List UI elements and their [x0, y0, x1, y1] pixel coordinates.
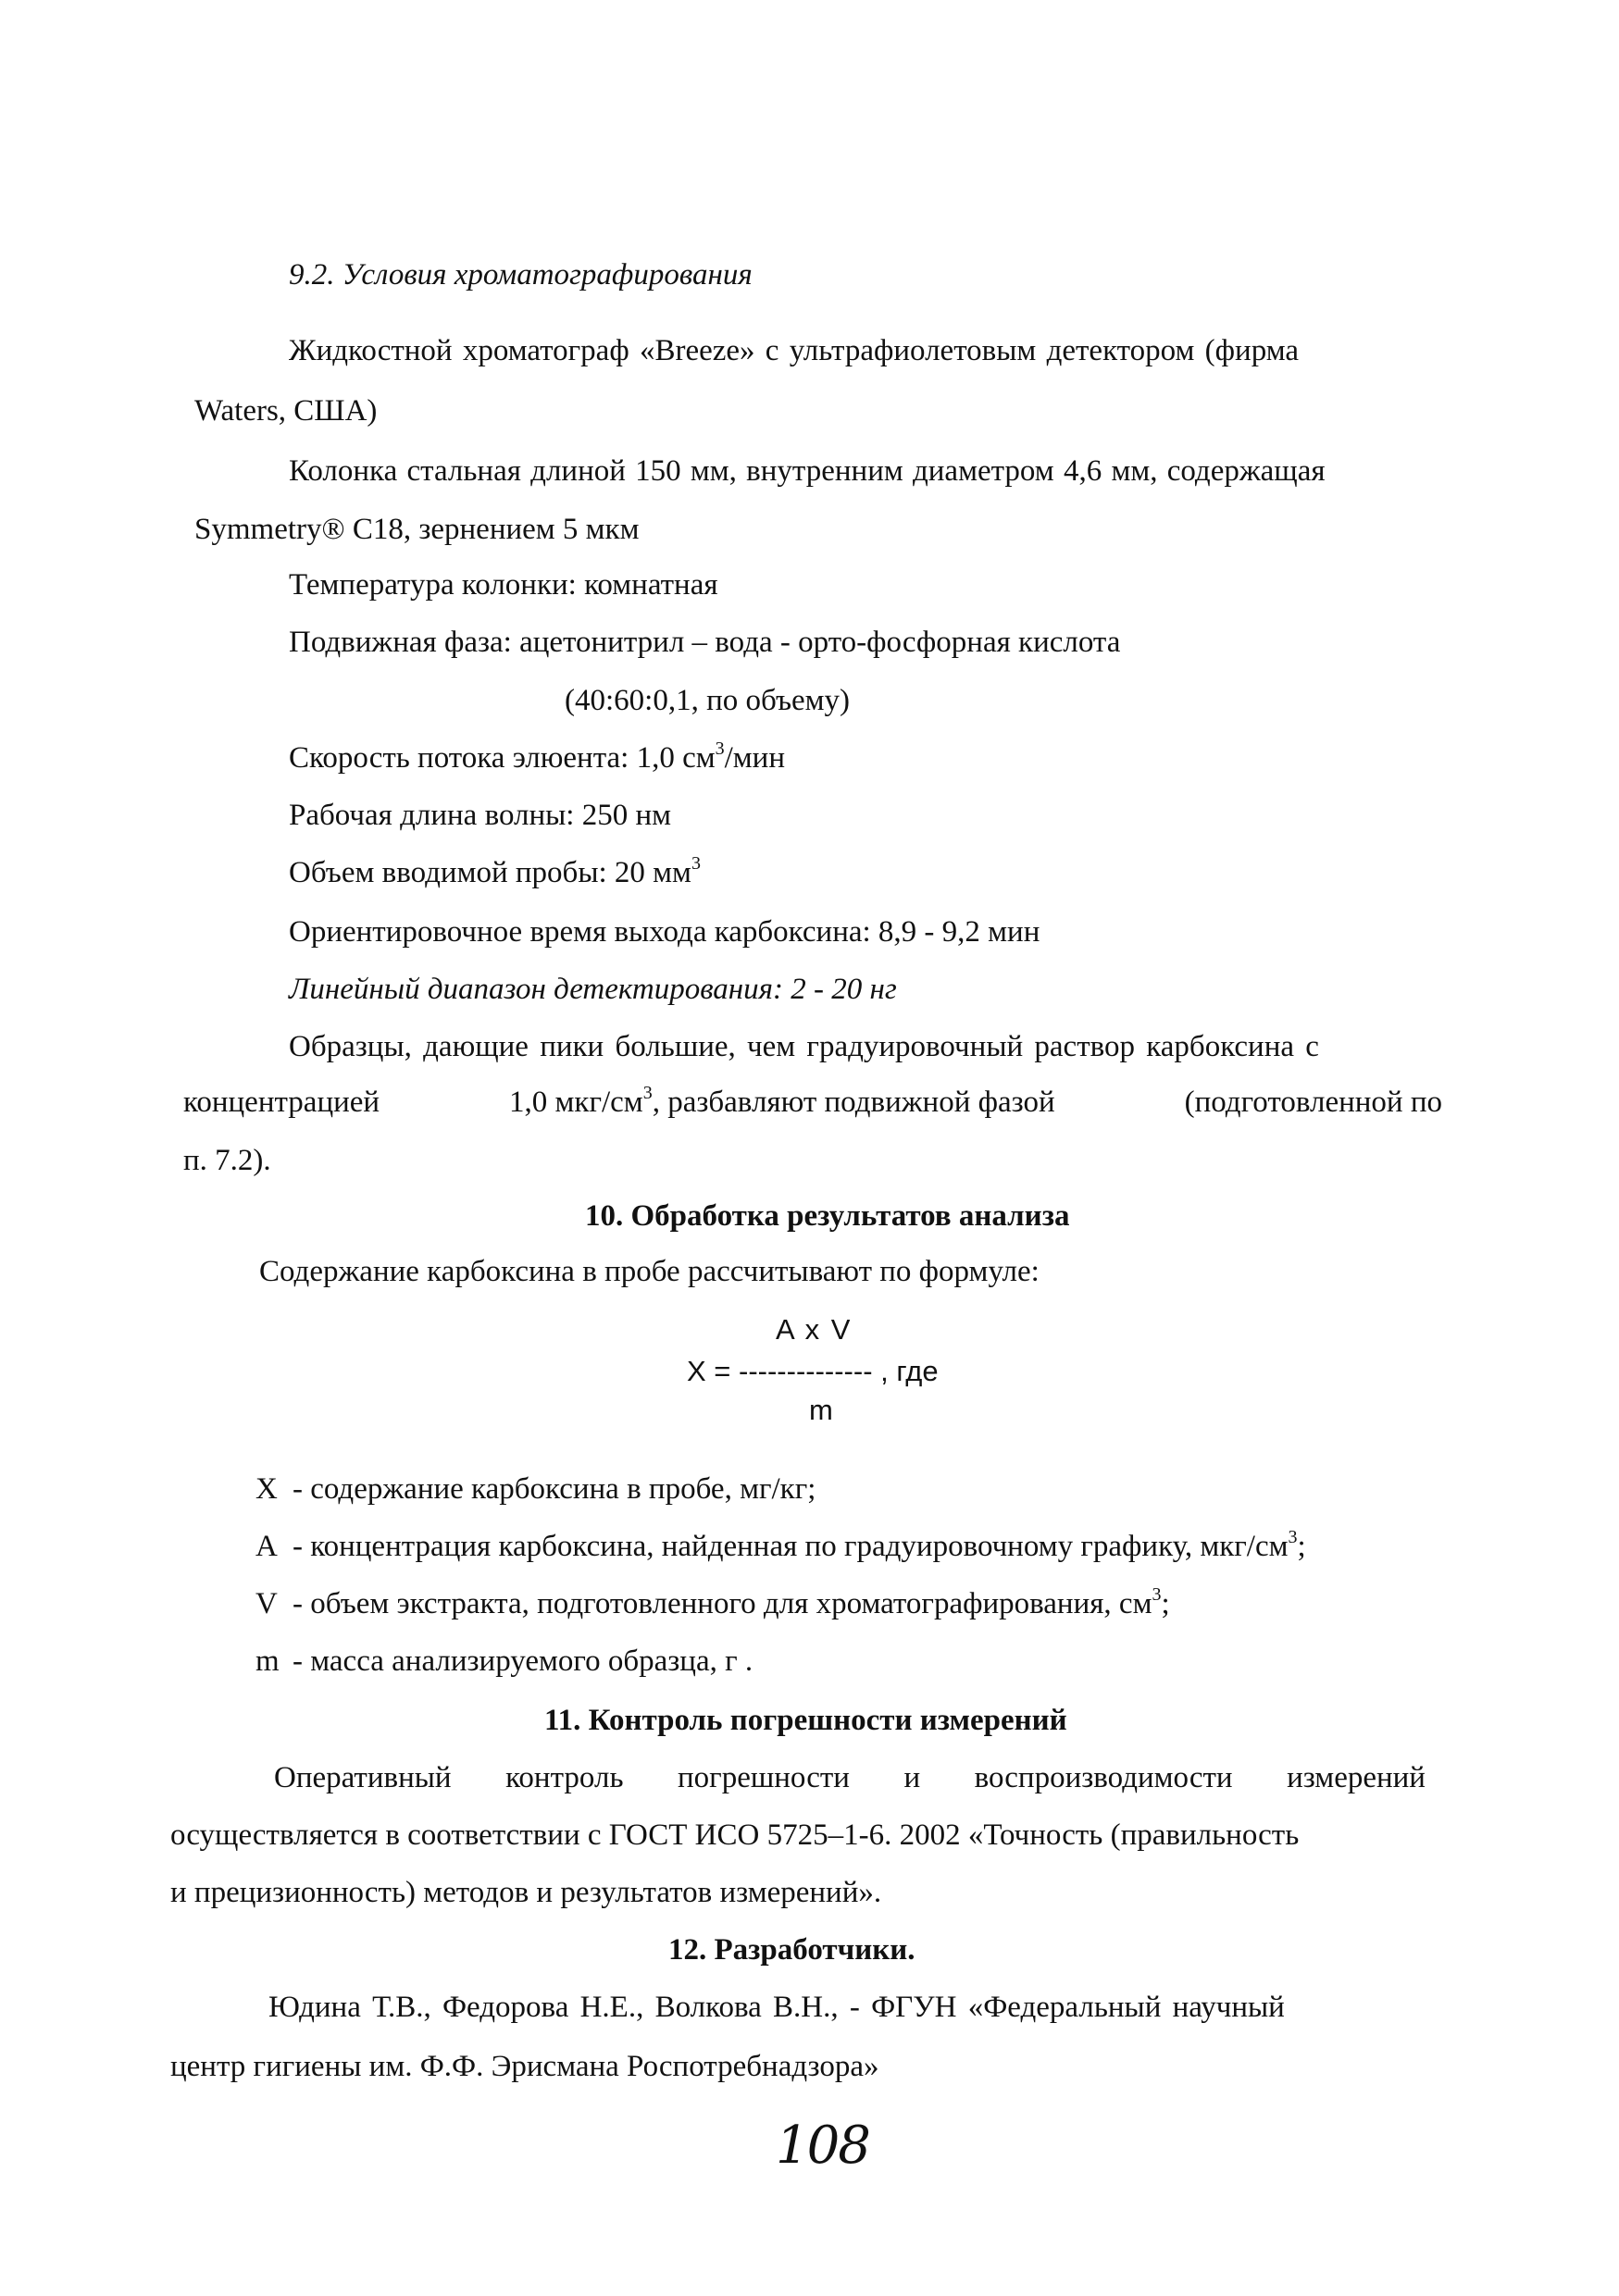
injection-volume-sup: 3: [691, 853, 701, 874]
linear-range-line: Линейный диапазон детектирования: 2 - 20 нг: [289, 973, 897, 1006]
def-m: [255, 1644, 753, 1681]
retention-time-line: Ориентировочное время выхода карбоксина: 8,9 - 9,2 мин: [289, 915, 1040, 949]
temperature-line: Температура колонки: комнатная: [289, 568, 718, 602]
def-v-symbol: V: [255, 1587, 278, 1620]
injection-volume-line: [289, 855, 701, 892]
page-number: 108: [776, 2116, 869, 2176]
samples-2b: 1,0 мкг/см: [509, 1086, 643, 1119]
section-11-p2: осуществляется в соответствии с ГОСТ ИСО 5725–1-6. 2002 «Точность (правильность: [170, 1818, 1300, 1852]
def-x: [255, 1471, 816, 1508]
s11-word-5: воспроизводимости: [974, 1761, 1233, 1794]
def-x-symbol: X: [255, 1472, 278, 1506]
samples-2b-sup: 3: [642, 1083, 653, 1103]
formula-numerator: A x V: [776, 1313, 853, 1346]
samples-line-3: п. 7.2).: [183, 1144, 271, 1177]
def-a-sup: 3: [1288, 1527, 1298, 1547]
chromatograph-line-1: Жидкостной хроматограф «Breeze» с ультрафиолетовым детектором (фирма: [289, 334, 1299, 367]
s11-word-2: контроль: [505, 1761, 624, 1794]
chromatograph-line-2: Waters, США): [194, 394, 378, 428]
mobile-phase-line-2: (40:60:0,1, по объему): [565, 684, 851, 717]
def-v-semicolon: ;: [1161, 1587, 1170, 1620]
flow-rate-sup: 3: [715, 738, 725, 759]
formula-lhs: X = -------------- , где: [687, 1355, 939, 1387]
flow-rate-unit: /мин: [724, 741, 785, 775]
samples-2b-wrap: [509, 1085, 1055, 1122]
samples-line-2: [183, 1085, 1442, 1122]
flow-rate-text: Скорость потока элюента: 1,0 см: [289, 741, 716, 775]
column-line-2: Symmetry® C18, зернением 5 мкм: [194, 513, 640, 546]
samples-line-1: Образцы, дающие пики большие, чем градуировочный раствор карбоксина с: [289, 1030, 1319, 1063]
flow-rate-line: [289, 740, 785, 777]
def-v-sup: 3: [1152, 1584, 1162, 1605]
s11-word-3: погрешности: [678, 1761, 850, 1794]
def-a: [255, 1529, 1306, 1566]
section-12-p1: Юдина Т.В., Федорова Н.Е., Волкова В.Н., - ФГУН «Федеральный научный: [268, 1991, 1285, 2024]
wavelength-line: Рабочая длина волны: 250 нм: [289, 799, 672, 832]
def-x-text: - содержание карбоксина в пробе, мг/кг;: [293, 1472, 816, 1506]
section-9-2-heading: 9.2. Условия хроматографирования: [289, 258, 753, 292]
def-a-text: - концентрация карбоксина, найденная по градуировочному графику, мкг/см: [293, 1530, 1289, 1563]
section-12-p2: центр гигиены им. Ф.Ф. Эрисмана Роспотребнадзора»: [170, 2050, 879, 2083]
section-10-heading: 10. Обработка результатов анализа: [585, 1199, 1070, 1233]
section-11-p3: и прецизионность) методов и результатов измерений».: [170, 1876, 882, 1909]
formula-denominator: m: [809, 1394, 833, 1426]
injection-volume-text: Объем вводимой пробы: 20 мм: [289, 856, 691, 889]
column-line-1: Колонка стальная длиной 150 мм, внутренним диаметром 4,6 мм, содержащая: [289, 454, 1326, 488]
samples-2d: (подготовленной по: [1184, 1086, 1442, 1119]
samples-2a: концентрацией: [183, 1086, 380, 1119]
s11-word-4: и: [903, 1761, 921, 1794]
section-11-heading: 11. Контроль погрешности измерений: [544, 1704, 1067, 1737]
def-a-semicolon: ;: [1297, 1530, 1306, 1563]
s11-word-6: измерений: [1287, 1761, 1426, 1794]
s11-word-1: Оперативный: [274, 1761, 452, 1794]
samples-2c: , разбавляют подвижной фазой: [652, 1086, 1055, 1119]
def-m-symbol: m: [255, 1644, 280, 1678]
mobile-phase-line-1: Подвижная фаза: ацетонитрил – вода - орто-фосфорная кислота: [289, 626, 1121, 659]
section-11-p1: [274, 1760, 1426, 1797]
def-a-symbol: A: [255, 1530, 278, 1563]
formula-intro: Содержание карбоксина в пробе рассчитывают по формуле:: [259, 1255, 1040, 1288]
def-v-text: - объем экстракта, подготовленного для хроматографирования, см: [293, 1587, 1152, 1620]
def-v: [255, 1586, 1170, 1623]
section-12-heading: 12. Разработчики.: [668, 1933, 915, 1967]
def-m-text: - масса анализируемого образца, г .: [293, 1644, 753, 1678]
